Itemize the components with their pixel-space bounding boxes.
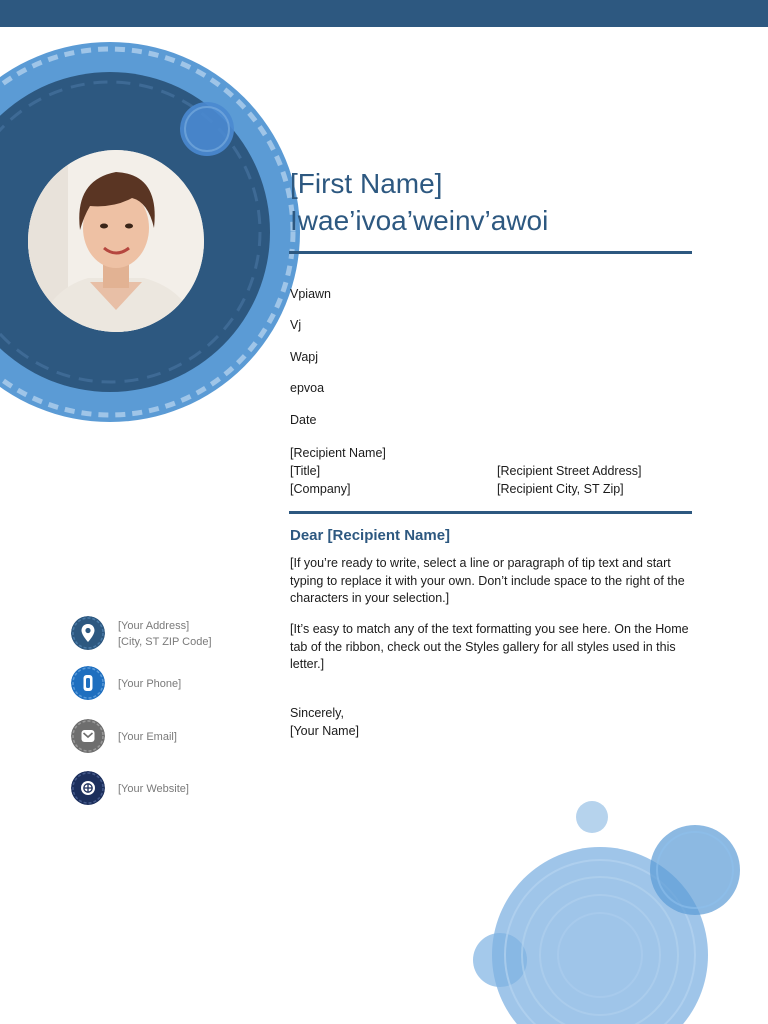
profile-photo (28, 150, 204, 332)
last-name-heading: Iwae’ivoa’weinv’awoi (290, 205, 549, 236)
letter-date: Date (290, 413, 317, 427)
recipient-company: [Company] (290, 482, 351, 496)
recipient-address-block (497, 462, 642, 498)
contact-email: [Your Email] (118, 731, 177, 743)
first-name-heading: [First Name] (290, 168, 443, 199)
recipient-divider (289, 511, 692, 514)
sender-line-4: epvoa (290, 381, 325, 395)
letter-paragraph-1: [If you’re ready to write, select a line or paragraph of tip text and start typing to replace it with your own. Don’t include space to the right of the characters in your selection.] (290, 556, 685, 605)
contact-phone: [Your Phone] (118, 678, 182, 690)
sender-line-1: Vpiawn (290, 287, 331, 301)
envelope-icon (71, 719, 105, 753)
recipient-city: [Recipient City, ST Zip] (497, 482, 624, 496)
recipient-block (290, 444, 386, 498)
decorative-circles-bottom (460, 800, 768, 1024)
globe-icon (71, 771, 105, 805)
person-portrait-icon (28, 150, 204, 332)
sender-line-3: Wapj (290, 350, 319, 364)
contact-address-line-2: [City, ST ZIP Code] (118, 636, 212, 648)
letter-greeting: Dear [Recipient Name] (290, 527, 451, 544)
contact-address-line-1: [Your Address] (118, 620, 190, 632)
phone-icon (71, 666, 105, 700)
location-pin-icon (71, 616, 105, 650)
top-banner (0, 0, 768, 27)
letter-closing-block (290, 705, 359, 740)
recipient-name: [Recipient Name] (290, 446, 386, 460)
sender-line-2: Vj (290, 318, 302, 332)
recipient-street: [Recipient Street Address] (497, 464, 642, 478)
letter-signature: [Your Name] (290, 723, 360, 738)
letter-closing: Sincerely, (290, 706, 344, 720)
contact-website: [Your Website] (118, 783, 189, 795)
header-divider (289, 251, 692, 254)
letter-paragraph-2: [It’s easy to match any of the text formatting you see here. On the Home tab of the ribbon, check out the Styles gallery for all styles used in this letter.] (290, 622, 689, 671)
contact-address (118, 618, 212, 650)
recipient-title: [Title] (290, 464, 321, 478)
